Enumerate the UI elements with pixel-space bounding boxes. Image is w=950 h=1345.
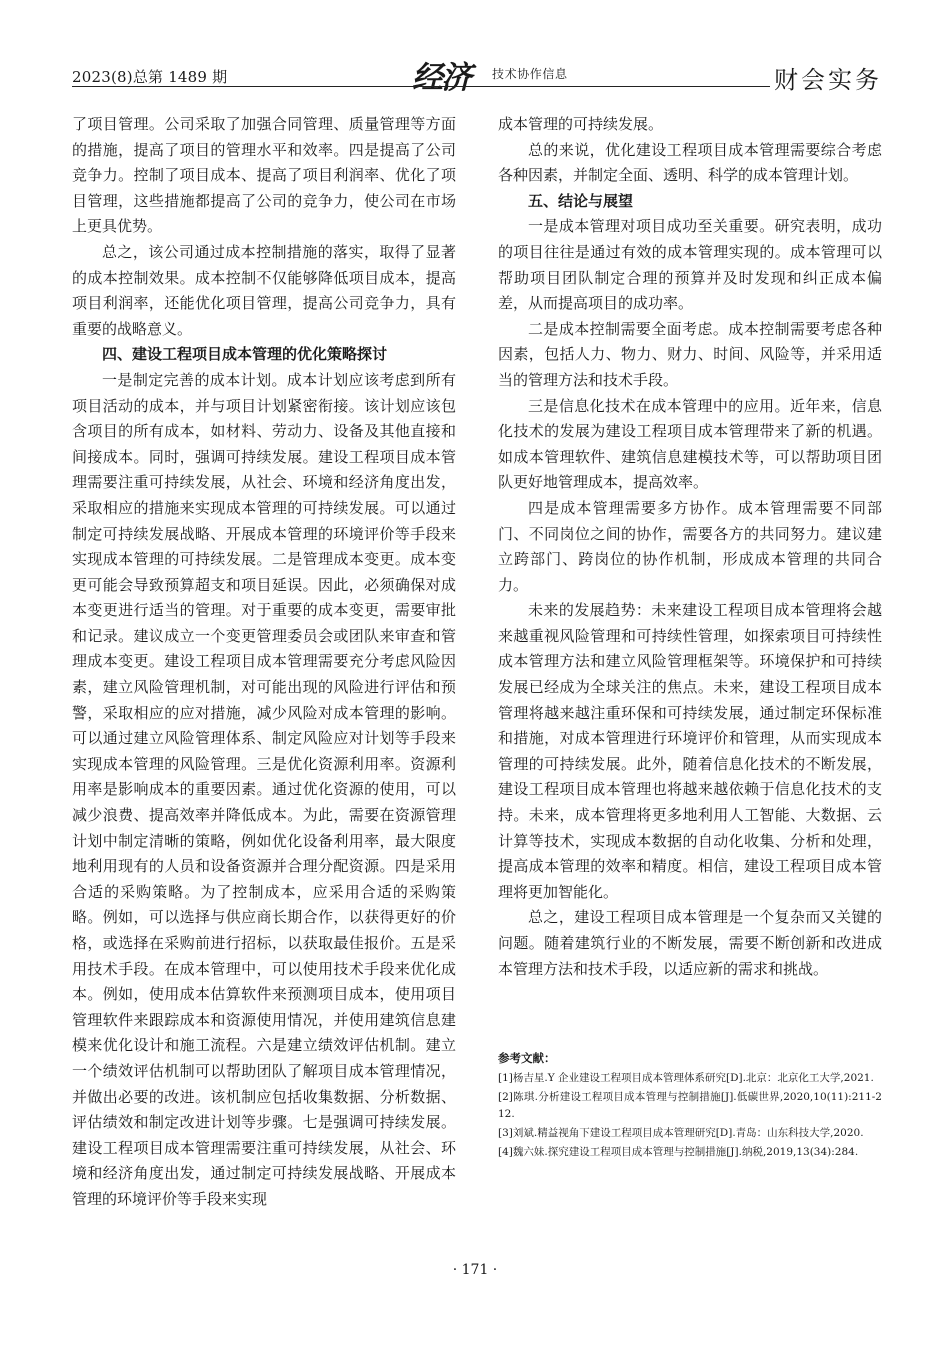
- journal-logo: 经济: [412, 60, 470, 96]
- paragraph: 四是成本管理需要多方协作。成本管理需要不同部门、不同岗位之间的协作，需要各方的共同努力。建议建立跨部门、跨岗位的协作机制，形成成本管理的共同合力。: [498, 498, 882, 594]
- paragraph: 三是信息化技术在成本管理中的应用。近年来，信息化技术的发展为建设工程项目成本管理带来了新的机遇。如成本管理软件、建筑信息建模技术等，可以帮助项目团队更好地管理成本，提高效率。: [498, 396, 882, 492]
- journal-subtitle: 技术协作信息: [492, 67, 568, 81]
- section-title: 财会实务: [774, 66, 882, 94]
- reference-item: [3]刘斌.精益视角下建设工程项目成本管理研究[D].青岛：山东科技大学,2020.: [498, 1127, 864, 1139]
- paragraph: 一是制定完善的成本计划。成本计划应该考虑到所有项目活动的成本，并与项目计划紧密衔接。该计划应该包含项目的所有成本，如材料、劳动力、设备及其他直接和间接成本。同时，强调可持续发展。建设工程项目成本管理需要注重可持续发展，从社会、环境和经济角度出发，采取相应的措施来实现成本管理的可持续发展。可以通过制定可持续发展战略、开展成本管理的环境评价等手段来实现成本管理的可持续发展。二是管理成本变更。成本变更可能会导致预算超支和项目延误。因此，必须确保对成本变更进行适当的管理。对于重要的成本变更，需要审批和记录。建议成立一个变更管理委员会或团队来审查和管理成本变更。建设工程项目成本管理需要充分考虑风险因素，建立风险管理机制，对可能出现的风险进行评估和预警，采取相应的应对措施，减少风险对成本管理的影响。可以通过建立风险管理体系、制定风险应对计划等手段来实现成本管理的风险管理。三是优化资源利用率。资源利用率是影响成本的重要因素。通过优化资源的使用，可以减少浪费、提高效率并降低成本。为此，需要在资源管理计划中制定清晰的策略，例如优化设备利用率，最大限度地利用现有的人员和设备资源并合理分配资源。四是采用合适的采购策略。为了控制成本，应采用合适的采购策略。例如，可以选择与供应商长期合作，以获得更好的价格，或选择在采购前进行招标，以获取最佳报价。五是采用技术手段。在成本管理中，可以使用技术手段来优化成本。例如，使用成本估算软件来预测项目成本，使用项目管理软件来跟踪成本和资源使用情况，并使用建筑信息建模来优化设计和施工流程。六是建立绩效评估机制。建立一个绩效评估机制可以帮助团队了解项目成本管理情况，并做出必要的改进。该机制应包括收集数据、分析数据、评估绩效和制定改进计划等步骤。七是强调可持续发展。建设工程项目成本管理需要注重可持续发展，从社会、环境和经济角度出发，通过制定可持续发展战略、开展成本管理的环境评价等手段来实现: [72, 370, 456, 1208]
- section-heading: 五、结论与展望: [528, 191, 634, 210]
- header-rule: [72, 86, 770, 87]
- references-title: 参考文献：: [498, 1051, 556, 1065]
- left-column: [72, 112, 456, 1213]
- paragraph: 未来的发展趋势：未来建设工程项目成本管理将会越来越重视风险管理和可持续性管理，如探索项目可持续性成本管理方法和建立风险管理框架等。环境保护和可持续发展已经成为全球关注的焦点。未来，建设工程项目成本管理将越来越注重环保和可持续发展，通过制定环保标准和措施，对成本管理进行环境评价和管理，从而实现成本管理的可持续发展。此外，随着信息化技术的不断发展，建设工程项目成本管理也将越来越依赖于信息化技术的支持。未来，成本管理将更多地利用人工智能、大数据、云计算等技术，实现成本数据的自动化收集、分析和处理，提高成本管理的效率和精度。相信，建设工程项目成本管理将更加智能化。: [498, 601, 882, 901]
- paragraph: 总之，建设工程项目成本管理是一个复杂而又关键的问题。随着建筑行业的不断发展，需要不断创新和改进成本管理方法和技术手段，以适应新的需求和挑战。: [498, 908, 882, 978]
- references: [498, 1050, 882, 1163]
- section-heading: 四、建设工程项目成本管理的优化策略探讨: [102, 345, 388, 364]
- paragraph: 总的来说，优化建设工程项目成本管理需要综合考虑各种因素，并制定全面、透明、科学的成本管理计划。: [498, 140, 882, 185]
- paragraph: 二是成本控制需要全面考虑。成本控制需要考虑各种因素，包括人力、物力、财力、时间、风险等，并采用适当的管理方法和技术手段。: [498, 319, 882, 389]
- reference-item: [1]杨吉星.Y 企业建设工程项目成本管理体系研究[D].北京：北京化工大学,2021.: [498, 1072, 874, 1084]
- reference-item: [4]魏六妹.探究建设工程项目成本管理与控制措施[J].纳税,2019,13(34):284.: [498, 1146, 859, 1158]
- page-number: · 171 ·: [452, 1262, 498, 1278]
- reference-item: [2]陈琪.分析建设工程项目成本管理与控制措施[J].低碳世界,2020,10(11):211-212.: [498, 1091, 882, 1120]
- paragraph: 成本管理的可持续发展。: [498, 115, 664, 133]
- paragraph: 一是成本管理对项目成功至关重要。研究表明，成功的项目往往是通过有效的成本管理实现的。成本管理可以帮助项目团队制定合理的预算并及时发现和纠正成本偏差，从而提高项目的成功率。: [498, 217, 882, 313]
- issue-label: 2023(8)总第 1489 期: [72, 68, 228, 86]
- right-column: [498, 112, 882, 982]
- paragraph: 总之，该公司通过成本控制措施的落实，取得了显著的成本控制效果。成本控制不仅能够降低项目成本，提高项目利润率，还能优化项目管理，提高公司竞争力，具有重要的战略意义。: [72, 242, 456, 338]
- paragraph: 了项目管理。公司采取了加强合同管理、质量管理等方面的措施，提高了项目的管理水平和效率。四是提高了公司竞争力。控制了项目成本、提高了项目利润率、优化了项目管理，这些措施都提高了公司的竞争力，使公司在市场上更具优势。: [72, 115, 456, 236]
- page-header: [72, 50, 882, 94]
